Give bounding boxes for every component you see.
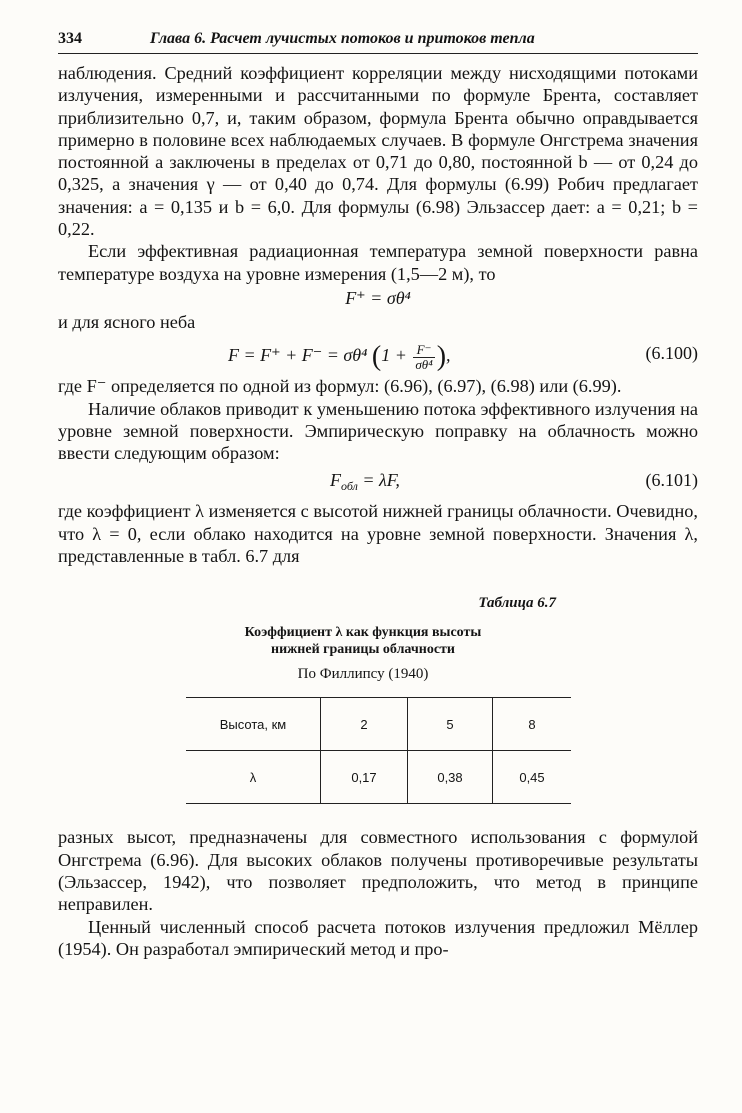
table-cell: 0,38 [408,751,493,804]
eq-open-paren: ( [371,341,382,373]
paragraph-1: наблюдения. Средний коэффициент корреляции между нисходящими потоками излучения, измеренными и рассчитанными по формуле Брента, составляет приблизительно 0,7, и, таким образом, формула Брента обычно оправдывается примерно в половине всех наблюдаемых случаев. В формуле Онгстрема значения постоянной a заключены в пределах от 0,71 до 0,80, постоянной b — от 0,24 до 0,325, а значения γ — от 0,40 до 0,74. Для формулы (6.99) Робич предлагает значения: a = 0,135 и b = 6,0. Для формулы (6.98) Эльзассер дает: a = 0,21; b = 0,22. [58,63,698,240]
table-label: Таблица 6.7 [478,595,556,612]
table-title-line-2: нижней границы облачности [271,642,455,658]
eq-lhs: F = F⁺ + F⁻ = σθ⁴ [228,345,368,366]
table-cell: 0,45 [493,751,572,804]
paragraph-7: разных высот, предназначены для совместного использования с формулой Онгстрема (6.96). Для высоких облаков получены противоречивые результаты (Эльзассер, 1942), что позволяет предположить, что метод в принципе неправилен. [58,827,698,915]
running-header [58,30,698,54]
table-title [58,624,698,658]
paragraph-6: где коэффициент λ изменяется с высотой нижней границы облачности. Очевидно, что λ = 0, если облако находится на уровне земной поверхности. Значения λ, представленные в табл. 6.7 для [58,501,698,567]
table-header-row [186,698,571,751]
table-row [186,751,571,804]
paragraph-8: Ценный численный способ расчета потоков излучения предложил Мёллер (1954). Он разработал эмпирический метод и про- [58,916,698,959]
eq3-rhs: = λF, [357,470,400,491]
eq-fraction-numerator: F⁻ [413,343,434,358]
eq3-subscript: обл [341,479,358,494]
eq-comma: , [446,345,451,366]
running-title: Глава 6. Расчет лучистых потоков и притоков тепла [150,30,535,47]
equation-number-6-101: (6.101) [645,470,698,491]
table-header-cell: 2 [321,698,408,751]
equation-6-100 [58,333,698,375]
equation-6-100-formula [228,341,451,373]
eq-close-paren: ) [436,341,447,373]
table-header-cell: 5 [408,698,493,751]
equation-clear-sky-upward: F⁺ = σθ⁴ [345,287,411,308]
table-cell: λ [186,751,321,804]
data-table [186,697,571,804]
equation-6-101 [58,464,698,500]
eq-one-plus: 1 + [381,345,407,366]
table-title-line-1: Коэффициент λ как функция высоты [244,625,482,641]
table-cell: 0,17 [321,751,408,804]
paragraph-5: Наличие облаков приводит к уменьшению потока эффективного излучения на уровне земной поверхности. Эмпирическую поправку на облачность можно ввести следующим образом: [58,398,698,464]
eq-fraction [413,343,434,372]
table-source: По Филлипсу (1940) [297,666,429,683]
table-header-cell: Высота, км [219,716,287,732]
paragraph-4: где F⁻ определяется по одной из формул: (6.96), (6.97), (6.98) или (6.99). [58,376,622,397]
paragraph-2: Если эффективная радиационная температура земной поверхности равна температуре воздуха на уровне измерения (1,5—2 м), то [58,241,698,284]
page [58,30,698,960]
eq-fraction-denominator: σθ⁴ [415,356,433,372]
table-header-cell: 8 [493,698,572,751]
paragraph-3: и для ясного неба [58,311,196,332]
equation-number-6-100: (6.100) [645,343,698,364]
equation-6-101-formula [330,470,400,494]
page-number: 334 [58,30,82,47]
eq3-F: F [330,470,341,491]
